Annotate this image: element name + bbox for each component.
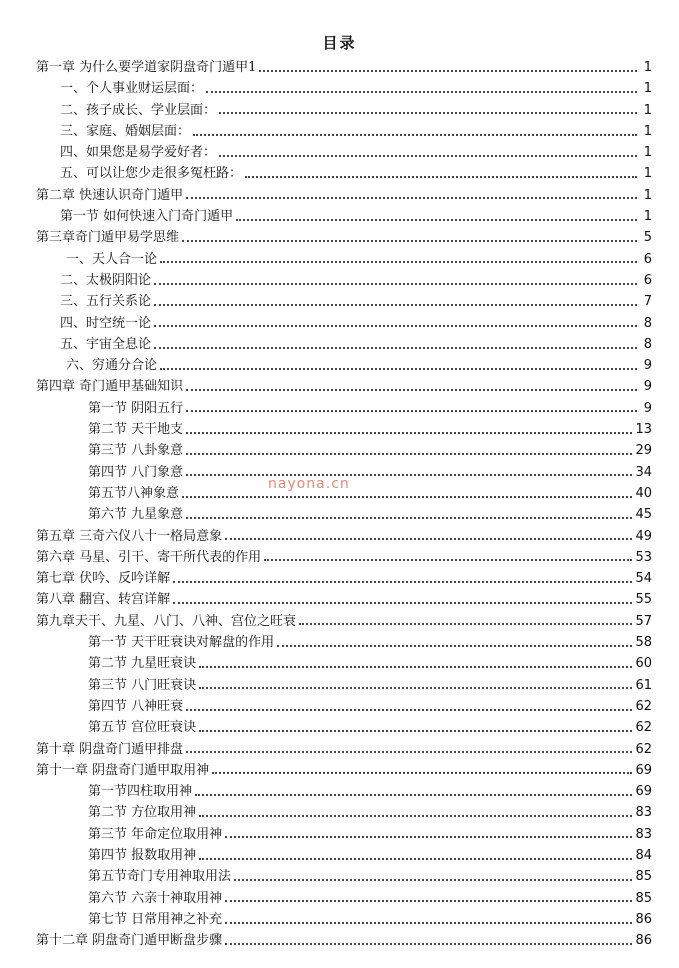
toc-entry[interactable] (0, 930, 679, 951)
toc-entry[interactable] (0, 270, 679, 291)
toc-entry-page-number: 8 (643, 315, 652, 331)
dot-leader (195, 794, 632, 796)
toc-entry-label: 第三节 年命定位取用神 (88, 826, 223, 842)
toc-entry-page-number: 1 (643, 102, 652, 118)
dot-leader (173, 581, 632, 583)
toc-entry-label: 第一节四柱取用神 (88, 784, 193, 800)
toc-entry-page-number: 60 (635, 656, 652, 672)
toc-entry-label: 第十二章 阴盘奇门遁甲断盘步骤 (36, 933, 223, 949)
toc-entry-page-number: 86 (635, 933, 652, 949)
toc-entry-label: 第七章 伏吟、反吟详解 (36, 571, 171, 587)
toc-entry[interactable] (0, 313, 679, 334)
toc-entry[interactable] (0, 376, 679, 397)
toc-entry-page-number: 85 (635, 890, 652, 906)
toc-entry-label: 第二节 天干地支 (88, 422, 184, 438)
toc-entry-label: 第三节 八卦象意 (88, 443, 184, 459)
toc-entry[interactable] (0, 760, 679, 781)
toc-entry-page-number: 9 (643, 358, 652, 374)
dot-leader (199, 730, 632, 732)
toc-entry[interactable] (0, 227, 679, 248)
dot-leader (186, 453, 632, 455)
toc-entry-label: 第一节 如何快速入门奇门遁甲 (60, 209, 234, 225)
toc-entry[interactable] (0, 909, 679, 930)
toc-entry-page-number: 9 (643, 400, 652, 416)
toc-entry-label: 第四节 八门象意 (88, 464, 184, 480)
toc-entry-page-number: 83 (635, 826, 652, 842)
toc-entry[interactable] (0, 824, 679, 845)
dot-leader (173, 602, 632, 604)
toc-entry-label: 第五节奇门专用神取用法 (88, 869, 232, 885)
toc-entry-page-number: 8 (643, 336, 652, 352)
toc-entry-label: 第六节 六亲十神取用神 (88, 890, 223, 906)
dot-leader (225, 922, 632, 924)
toc-entry-label: 第一节 阴阳五行 (88, 400, 184, 416)
dot-leader (182, 240, 637, 242)
toc-entry-page-number: 9 (643, 379, 652, 395)
toc-entry-page-number: 62 (635, 741, 652, 757)
dot-leader (199, 666, 632, 668)
toc-entry-page-number: 62 (635, 720, 652, 736)
toc-entry-page-number: 49 (635, 528, 652, 544)
toc-entry-label: 五、宇宙全息论 (60, 336, 152, 352)
toc-entry-page-number: 1 (643, 187, 652, 203)
toc-entry-page-number: 58 (635, 635, 652, 651)
toc-entry-label: 六、穷通分合论 (66, 358, 158, 374)
toc-entry[interactable] (0, 802, 679, 823)
toc-entry-label: 四、时空统一论 (60, 315, 152, 331)
toc-entry[interactable] (0, 185, 679, 206)
dot-leader (236, 219, 637, 221)
toc-entry-page-number: 34 (635, 464, 652, 480)
toc-entry-label: 三、家庭、婚姻层面： (60, 123, 191, 139)
dot-leader (154, 283, 637, 285)
toc-entry-label: 第四节 报数取用神 (88, 847, 197, 863)
toc-entry[interactable] (0, 675, 679, 696)
toc-entry-page-number: 1 (643, 60, 652, 75)
toc-entry-label: 第三节 八门旺衰诀 (88, 677, 197, 693)
toc-entry-label: 第二章 快速认识奇门遁甲 (36, 187, 184, 203)
toc-entry[interactable] (0, 334, 679, 355)
toc-entry[interactable] (0, 78, 679, 99)
dot-leader (199, 687, 632, 689)
dot-leader (234, 879, 632, 881)
toc-entry-page-number: 62 (635, 698, 652, 714)
toc-entry-label: 第六节 九星象意 (88, 507, 184, 523)
toc-entry[interactable] (0, 440, 679, 461)
toc-entry-label: 第二节 方位取用神 (88, 805, 197, 821)
toc-entry[interactable] (0, 121, 679, 142)
toc-entry-page-number: 1 (643, 123, 652, 139)
toc-entry[interactable] (0, 504, 679, 525)
toc-entry-label: 第五章 三奇六仪八十一格局意象 (36, 528, 223, 544)
page-title: 目录 (322, 34, 357, 52)
toc-entry[interactable] (0, 589, 679, 610)
toc-entry[interactable] (0, 547, 679, 568)
dot-leader (225, 836, 632, 838)
dot-leader (160, 368, 637, 370)
toc-entry[interactable] (0, 632, 679, 653)
dot-leader (182, 496, 632, 498)
toc-entry-label: 四、如果您是易学爱好者： (60, 145, 217, 161)
toc-entry[interactable] (0, 206, 679, 227)
dot-leader (199, 815, 632, 817)
toc-entry[interactable] (0, 781, 679, 802)
toc-entry-page-number: 5 (643, 230, 652, 246)
toc-entry-label: 三、五行关系论 (60, 294, 152, 310)
dot-leader (225, 943, 632, 945)
toc-entry[interactable] (0, 249, 679, 270)
toc-entry-label: 第十章 阴盘奇门遁甲排盘 (36, 741, 184, 757)
toc-entry-page-number: 40 (635, 485, 652, 501)
dot-leader (277, 645, 632, 647)
toc-entry-page-number: 1 (643, 209, 652, 225)
toc-entry-page-number: 7 (643, 294, 652, 310)
toc-entry-page-number: 84 (635, 847, 652, 863)
dot-leader (186, 389, 637, 391)
toc-entry[interactable] (0, 845, 679, 866)
toc-entry-label: 二、孩子成长、学业层面： (60, 102, 217, 118)
toc-entry[interactable] (0, 653, 679, 674)
toc-entry-label: 第七节 日常用神之补充 (88, 911, 223, 927)
toc-entry-page-number: 57 (635, 613, 652, 629)
dot-leader (186, 197, 637, 199)
toc-entry[interactable] (0, 57, 679, 78)
toc-entry-page-number: 29 (635, 443, 652, 459)
dot-leader (219, 155, 637, 157)
dot-leader (225, 538, 632, 540)
toc-entry[interactable] (0, 355, 679, 376)
dot-leader (186, 474, 632, 476)
dot-leader (245, 176, 637, 178)
toc-entry-label: 一、个人事业财运层面： (60, 81, 204, 97)
toc-entry[interactable] (0, 291, 679, 312)
dot-leader (299, 623, 632, 625)
dot-leader (225, 900, 632, 902)
toc-entry-page-number: 1 (643, 81, 652, 97)
toc-entry[interactable] (0, 526, 679, 547)
toc-entry-page-number: 85 (635, 869, 652, 885)
toc-entry-label: 第三章奇门遁甲易学思维 (36, 230, 180, 246)
dot-leader (154, 304, 637, 306)
toc-entry[interactable] (0, 888, 679, 909)
toc-entry[interactable] (0, 568, 679, 589)
dot-leader (186, 751, 632, 753)
dot-leader (186, 432, 632, 434)
toc-entry[interactable] (0, 611, 679, 632)
toc-entry-label: 第九章天干、九星、八门、八神、宫位之旺衰 (36, 613, 297, 629)
toc-entry-label: 第二节 九星旺衰诀 (88, 656, 197, 672)
toc-entry[interactable] (0, 163, 679, 184)
toc-entry[interactable] (0, 866, 679, 887)
toc-entry-label: 第四章 奇门遁甲基础知识 (36, 379, 184, 395)
dot-leader (206, 91, 637, 93)
toc-entry-page-number: 69 (635, 762, 652, 778)
dot-leader (186, 709, 632, 711)
toc-entry-page-number: 6 (643, 272, 652, 288)
toc-entry-page-number: 86 (635, 911, 652, 927)
toc-entry[interactable] (0, 739, 679, 760)
toc-entry-label: 第六章 马星、引干、寄干所代表的作用 (36, 549, 262, 565)
toc-entry[interactable] (0, 696, 679, 717)
toc-entry-label: 五、可以让您少走很多冤枉路： (60, 166, 243, 182)
toc-entry-page-number: 69 (635, 784, 652, 800)
toc-entry[interactable] (0, 717, 679, 738)
dot-leader (259, 70, 637, 72)
dot-leader (199, 858, 632, 860)
toc-entry-page-number: 55 (635, 592, 652, 608)
dot-leader (193, 134, 637, 136)
toc-entry-label: 第一章 为什么要学道家阴盘奇门遁甲1 (36, 60, 257, 75)
toc-entry-label: 第八章 翻宫、转宫详解 (36, 592, 171, 608)
toc-entry-page-number: 6 (643, 251, 652, 267)
toc-entry-label: 第十一章 阴盘奇门遁甲取用神 (36, 762, 210, 778)
toc-entry-label: 第四节 八神旺衰 (88, 698, 184, 714)
dot-leader (154, 347, 637, 349)
toc-entry-page-number: 54 (635, 571, 652, 587)
toc-entry-page-number: 13 (635, 422, 652, 438)
toc-entry-label: 二、太极阴阳论 (60, 272, 152, 288)
dot-leader (160, 261, 637, 263)
dot-leader (264, 559, 632, 561)
dot-leader (186, 410, 637, 412)
toc-entry[interactable] (0, 142, 679, 163)
toc-entry-page-number: 1 (643, 166, 652, 182)
watermark-text: nayona.cn (268, 476, 350, 492)
dot-leader (212, 772, 632, 774)
toc-entry[interactable] (0, 100, 679, 121)
toc-entry-page-number: 53 (635, 549, 652, 565)
toc-entry-page-number: 61 (635, 677, 652, 693)
toc-entry[interactable] (0, 419, 679, 440)
dot-leader (186, 517, 632, 519)
toc-entry-label: 第一节 天干旺衰诀对解盘的作用 (88, 635, 275, 651)
toc-entry[interactable] (0, 398, 679, 419)
toc-entry-label: 第五节 宫位旺衰诀 (88, 720, 197, 736)
dot-leader (219, 112, 637, 114)
toc-entry-page-number: 1 (643, 145, 652, 161)
toc-entry-page-number: 83 (635, 805, 652, 821)
dot-leader (154, 325, 637, 327)
toc-list (0, 57, 679, 951)
toc-entry-label: 第五节八神象意 (88, 485, 180, 501)
toc-entry-label: 一、天人合一论 (66, 251, 158, 267)
toc-entry-page-number: 45 (635, 507, 652, 523)
